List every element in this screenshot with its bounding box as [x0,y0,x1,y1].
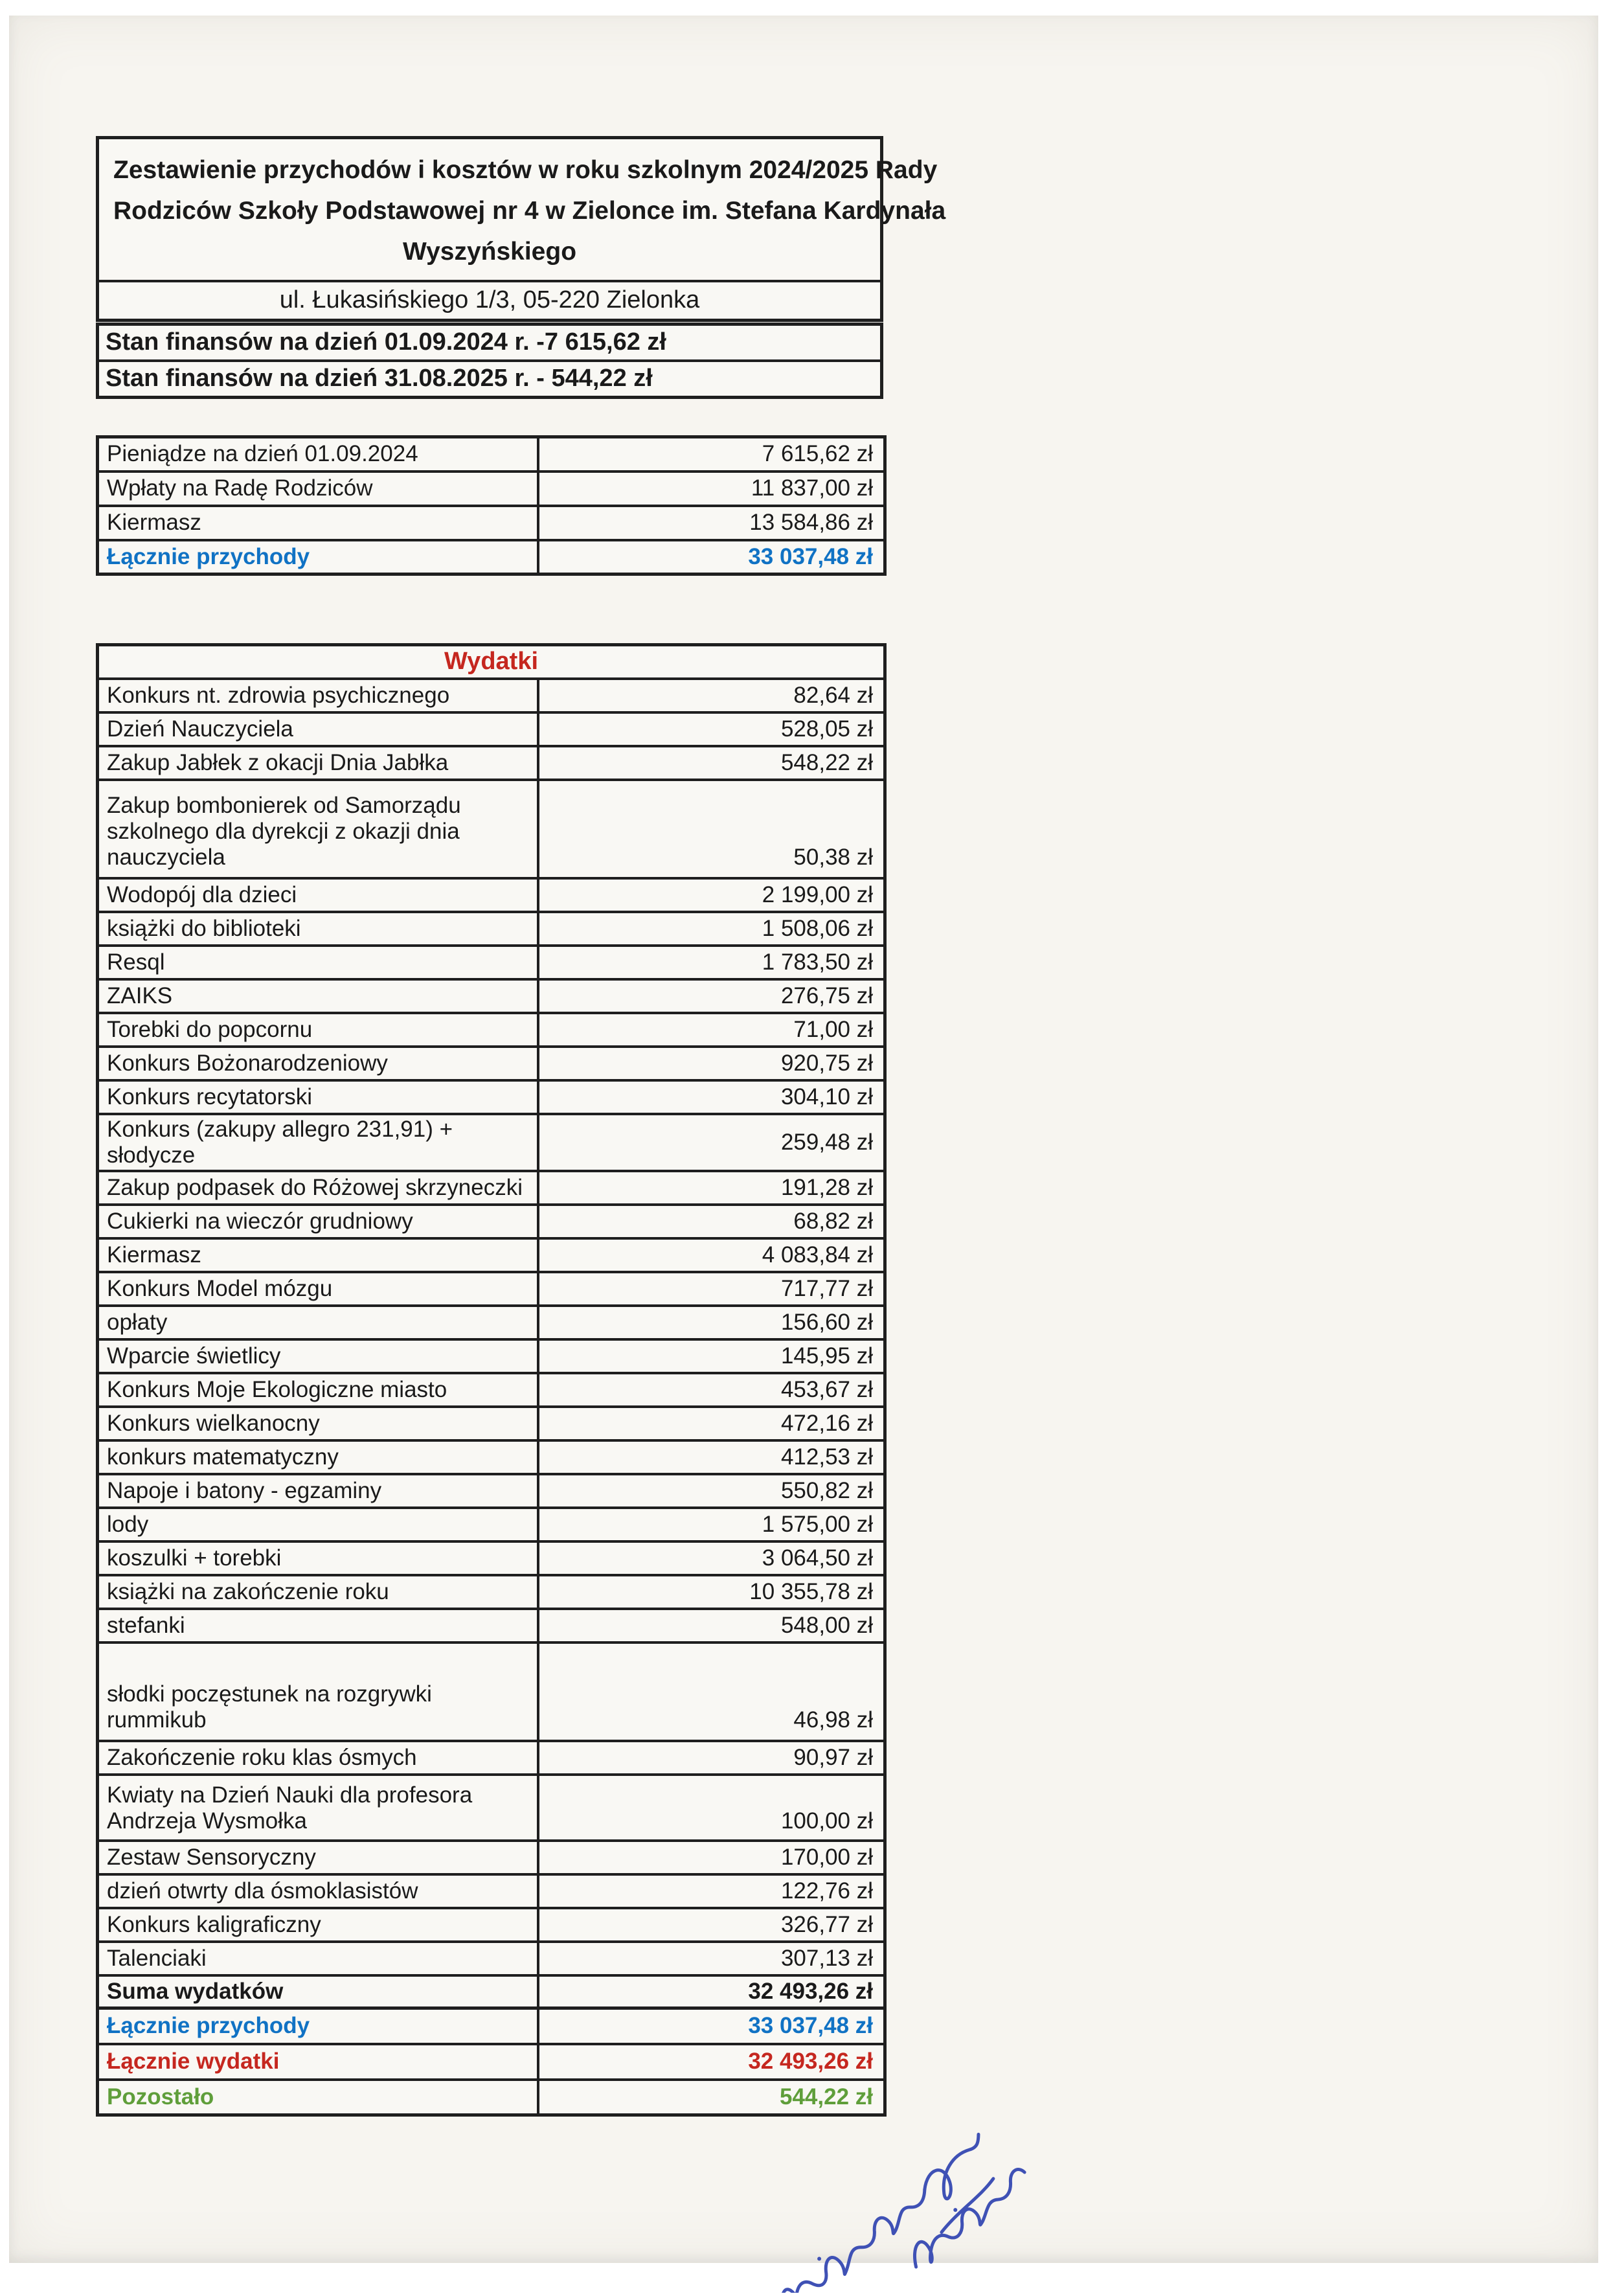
row-value: 68,82 zł [538,1205,885,1238]
row-value: 548,22 zł [538,746,885,780]
table-row [98,712,885,746]
row-value: 46,98 zł [538,1642,885,1741]
table-row [98,1575,885,1609]
row-value: 1 783,50 zł [538,946,885,979]
row-value: 412,53 zł [538,1440,885,1474]
row-value: 717,77 zł [538,1272,885,1306]
row-label: Torebki do popcornu [98,1013,538,1047]
table-row [98,2008,885,2044]
table-row [98,1942,885,1975]
row-label: Kwiaty na Dzień Nauki dla profesora Andrzeja Wysmołka [98,1775,538,1841]
row-label: Cukierki na wieczór grudniowy [98,1205,538,1238]
balance-line-end: Stan finansów na dzień 31.08.2025 r. - 544,22 zł [106,365,653,392]
row-label: Konkurs Model mózgu [98,1272,538,1306]
row-value: 4 083,84 zł [538,1238,885,1272]
expenses-title: Wydatki [98,645,885,679]
row-label: stefanki [98,1609,538,1642]
handwritten-signature [725,2098,1088,2293]
row-value: 191,28 zł [538,1171,885,1205]
table-row [98,1741,885,1775]
row-value: 544,22 zł [538,2080,885,2115]
table-row [98,1642,885,1741]
row-label: Zakup Jabłek z okacji Dnia Jabłka [98,746,538,780]
row-label: Wparcie świetlicy [98,1339,538,1373]
table-row [98,1609,885,1642]
table-row [98,1306,885,1339]
row-value: 90,97 zł [538,1741,885,1775]
row-label: Zakup bombonierek od Samorządu szkolnego dla dyrekcji z okazji dnia nauczyciela [98,780,538,878]
table-row [98,1874,885,1908]
table-row [98,1908,885,1942]
school-address: ul. Łukasińskiego 1/3, 05-220 Zielonka [279,286,700,313]
table-row [98,946,885,979]
row-value: 326,77 zł [538,1908,885,1942]
expenses-header-row [98,645,885,679]
row-value: 259,48 zł [538,1114,885,1171]
table-row [98,1841,885,1874]
row-label: Suma wydatków [98,1975,538,2009]
row-label: konkurs matematyczny [98,1440,538,1474]
row-value: 307,13 zł [538,1942,885,1975]
row-value: 304,10 zł [538,1080,885,1114]
row-label: koszulki + torebki [98,1541,538,1575]
row-value: 11 837,00 zł [538,472,885,506]
row-label: książki na zakończenie roku [98,1575,538,1609]
table-row [98,979,885,1013]
row-label: Talenciaki [98,1942,538,1975]
document-title [99,139,946,282]
row-label: Łącznie wydatki [98,2044,538,2080]
row-value: 3 064,50 zł [538,1541,885,1575]
row-label: Zestaw Sensoryczny [98,1841,538,1874]
table-row [98,1775,885,1841]
table-row [98,1339,885,1373]
row-label: Łącznie przychody [98,2008,538,2044]
row-label: Konkurs nt. zdrowia psychicznego [98,679,538,712]
row-value: 33 037,48 zł [538,2008,885,2044]
row-value: 82,64 zł [538,679,885,712]
row-value: 7 615,62 zł [538,437,885,472]
row-label: ZAIKS [98,979,538,1013]
table-row [98,1975,885,2009]
row-value: 1 575,00 zł [538,1508,885,1541]
row-label: Zakończenie roku klas ósmych [98,1741,538,1775]
table-row [98,679,885,712]
row-label: książki do biblioteki [98,912,538,946]
row-value: 453,67 zł [538,1373,885,1407]
row-label: Pieniądze na dzień 01.09.2024 [98,437,538,472]
row-label: Łącznie przychody [98,540,538,574]
row-label: Kiermasz [98,1238,538,1272]
row-label: Dzień Nauczyciela [98,712,538,746]
row-label: Wpłaty na Radę Rodziców [98,472,538,506]
row-value: 33 037,48 zł [538,540,885,574]
table-row [98,1205,885,1238]
row-label: Resql [98,946,538,979]
row-value: 920,75 zł [538,1047,885,1080]
table-row [98,1440,885,1474]
row-value: 2 199,00 zł [538,878,885,912]
document-header-box [96,136,946,322]
row-value: 50,38 zł [538,780,885,878]
row-value: 32 493,26 zł [538,1975,885,2009]
table-row [98,1047,885,1080]
row-value: 32 493,26 zł [538,2044,885,2080]
row-label: słodki poczęstunek na rozgrywki rummikub [98,1642,538,1741]
row-label: Konkurs Moje Ekologiczne miasto [98,1373,538,1407]
row-value: 71,00 zł [538,1013,885,1047]
table-row [98,1508,885,1541]
row-label: opłaty [98,1306,538,1339]
row-label: Konkurs kaligraficzny [98,1908,538,1942]
row-value: 550,82 zł [538,1474,885,1508]
row-value: 1 508,06 zł [538,912,885,946]
row-label: Napoje i batony - egzaminy [98,1474,538,1508]
row-label: Wodopój dla dzieci [98,878,538,912]
table-row [98,746,885,780]
signature-ink-strokes [725,2098,1088,2293]
row-value: 156,60 zł [538,1306,885,1339]
row-value: 170,00 zł [538,1841,885,1874]
table-row [98,437,885,472]
table-row [98,506,885,540]
row-label: Konkurs recytatorski [98,1080,538,1114]
title-line-3: Wyszyńskiego [402,238,577,266]
row-value: 122,76 zł [538,1874,885,1908]
table-row [98,1373,885,1407]
row-label: Konkurs wielkanocny [98,1407,538,1440]
row-value: 528,05 zł [538,712,885,746]
row-value: 13 584,86 zł [538,506,885,540]
row-value: 145,95 zł [538,1339,885,1373]
table-row [98,1272,885,1306]
expenses-table [96,643,887,2010]
table-row [98,1407,885,1440]
row-value: 100,00 zł [538,1775,885,1841]
row-label: dzień otwrty dla ósmoklasistów [98,1874,538,1908]
table-row [98,2044,885,2080]
balance-line-start: Stan finansów na dzień 01.09.2024 r. -7 615,62 zł [99,326,880,362]
table-row [98,472,885,506]
row-label: Kiermasz [98,506,538,540]
table-row [98,1080,885,1114]
title-line-2: Rodziców Szkoły Podstawowej nr 4 w Zielonce im. Stefana Kardynała [113,197,946,225]
balance-box [96,323,883,399]
row-value: 10 355,78 zł [538,1575,885,1609]
row-label: Konkurs (zakupy allegro 231,91) + słodycze [98,1114,538,1171]
table-row [98,912,885,946]
row-label: Pozostało [98,2080,538,2115]
table-row [98,1171,885,1205]
row-label: Konkurs Bożonarodzeniowy [98,1047,538,1080]
row-value: 472,16 zł [538,1407,885,1440]
table-row [98,540,885,574]
table-row [98,1013,885,1047]
row-value: 548,00 zł [538,1609,885,1642]
row-label: Zakup podpasek do Różowej skrzyneczki [98,1171,538,1205]
table-row [98,780,885,878]
table-row [98,1114,885,1171]
row-value: 276,75 zł [538,979,885,1013]
table-row [98,878,885,912]
income-table [96,435,887,576]
title-line-1: Zestawienie przychodów i kosztów w roku szkolnym 2024/2025 Rady [113,156,938,184]
table-row [98,1474,885,1508]
table-row [98,1238,885,1272]
table-row [98,1541,885,1575]
row-label: lody [98,1508,538,1541]
